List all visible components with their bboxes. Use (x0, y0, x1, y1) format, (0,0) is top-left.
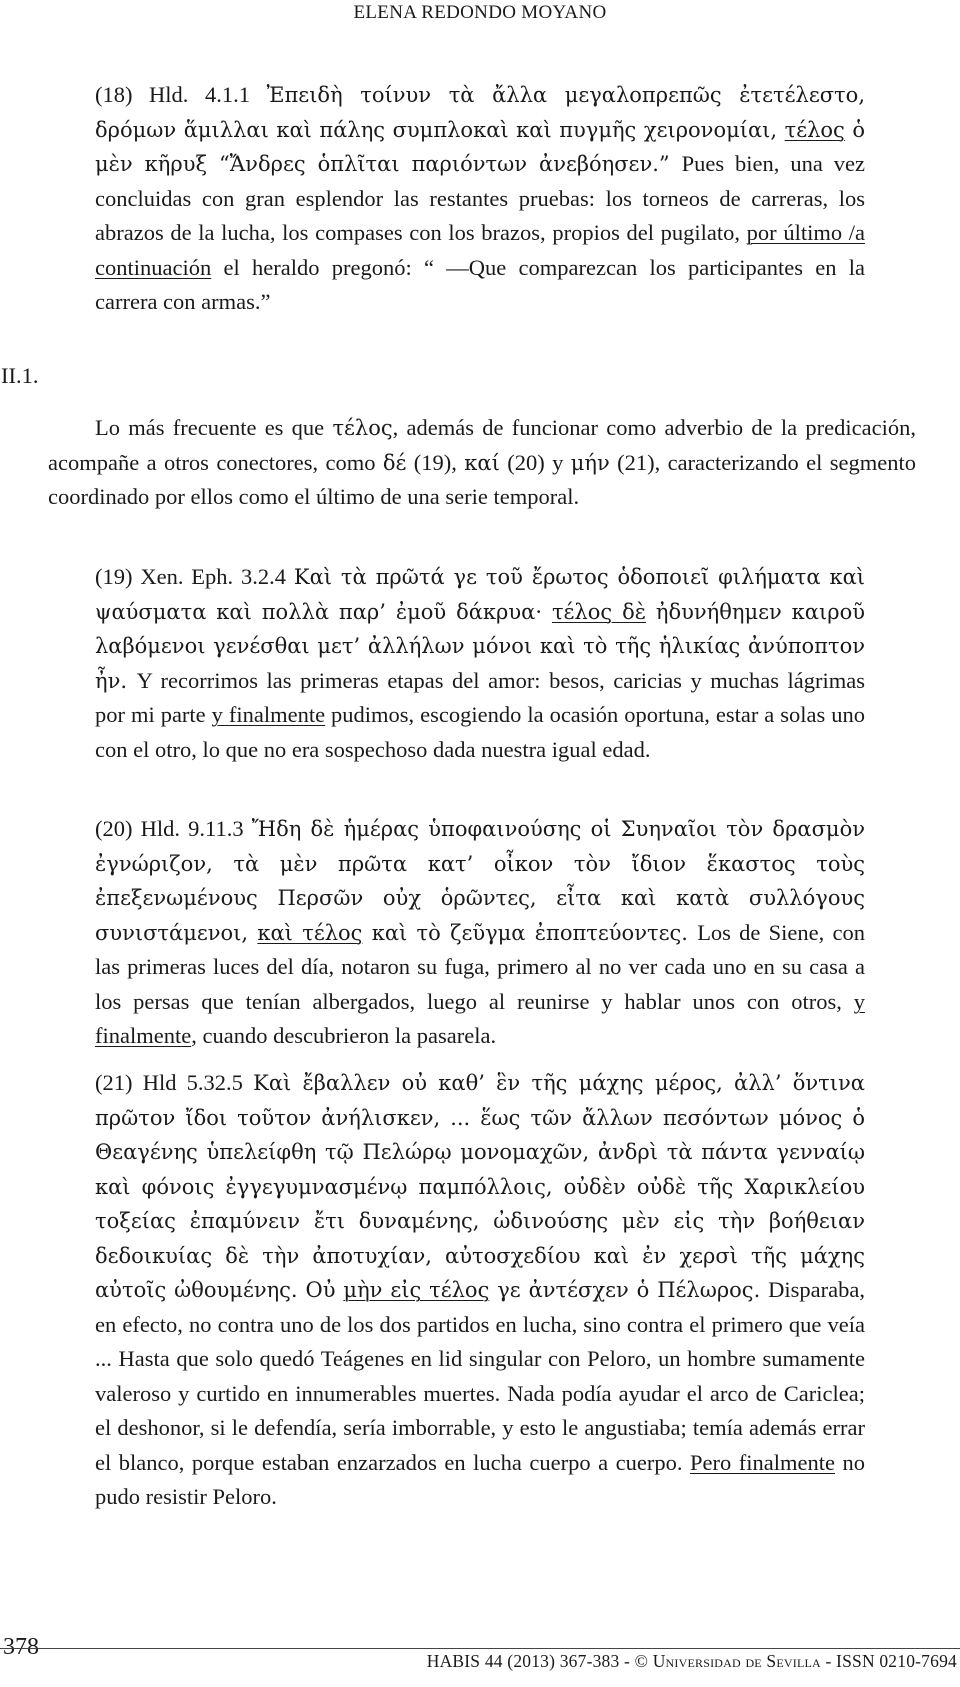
example-18 (95, 78, 865, 320)
body-text: (19), (406, 449, 465, 475)
body-text: (21), caracterizando el segmento coordinado por ellos como el último de una serie temporal. (48, 449, 916, 509)
greek-text: ὁ μὲν κῆρυξ “Ἄνδρες ὁπλῖται παριόντων ἀνεβόησεν.” (95, 117, 865, 176)
section-number: II.1. (1, 363, 39, 388)
greek-text: Καὶ ἔβαλλεν οὐ καθ’ ἓν τῆς μάχης μέρος, ἀλλ’ ὅντινα πρῶτον ἴδοι τοῦτον ἀνήλισκεν, ... ἕως τῶν ἄλλων πεσόντων μόνος ὁ Θεαγένης ὑπελείφθη τῷ Πελώρῳ μονομαχῶν, ἀνδρὶ τὰ πάντα γενναίῳ καὶ φόνοις ἐγγεγυμνασμένῳ παμπόλλοις, οὐδὲν οὐδὲ τῆς Χαρικλείου τοξείας ἐπαμύνειν ἔτι δυναμένης, ὠδινούσης μὲν εἰς τὴν βοήθειαν δεδοικυίας δὲ τὴν ἀποτυχίαν, αὐτοσχεδίου καὶ ἐν χερσὶ τῆς μάχης αὐτοῖς ὠθουμένης. Οὐ (95, 1071, 865, 1302)
greek-text: Ἤδη δὲ ἡμέρας ὑποφαινούσης οἱ Συηναῖοι τὸν δρασμὸν ἐγνώριζον, τὰ μὲν πρῶτα κατ’ οἶκον τὸν ἴδιον ἕκαστος τοὺς ἐπεξενωμένους Περσῶν οὐχ ὁρῶντες, εἶτα καὶ κατὰ συλλόγους συνιστάμενοι, (95, 817, 865, 945)
greek-text: ἠδυνήθημεν καιροῦ λαβόμενοι γενέσθαι μετ’ ἀλλήλων μόνοι καὶ τὸ τῆς ἡλικίας ἀνύποπτον ἦν. (95, 599, 865, 693)
translation-underlined: y finalmente (211, 702, 326, 727)
example-19 (95, 560, 865, 767)
translation: Los de Siene, con las primeras luces del día, notaron su fuga, primero al no ver cada uno en su casa a los persas que tenían albergados, luego al reunirse y hablar unos con otros, (95, 919, 865, 1014)
body-text: Lo más frecuente es que (95, 415, 333, 440)
translation-underlined: Pero finalmente (689, 1449, 835, 1475)
translation-underlined: por último /a continuación (95, 220, 865, 280)
example-label: (19) Xen. Eph. 3.2.4 (95, 564, 294, 589)
translation: , cuando descubrieron la pasarela. (191, 1023, 497, 1048)
example-label: (20) Hld. 9.11.3 (95, 816, 252, 841)
body-text: , además de funcionar como adverbio de la predicación, acompañe a otros conectores, como (48, 415, 916, 475)
example-21 (95, 1066, 865, 1515)
translation: pudimos, escogiendo la ocasión oportuna, estar a solas uno con el otro, lo que no era sospechoso dada nuestra igual edad. (95, 702, 865, 762)
greek-word: τέλος (332, 416, 393, 440)
body-paragraph (48, 411, 916, 515)
body-text: (20) y (499, 449, 571, 475)
translation: Y recorrimos las primeras etapas del amor: besos, caricias y muchas lágrimas por mi parte (95, 667, 865, 727)
running-head: ELENA REDONDO MOYANO (353, 2, 607, 23)
greek-underlined: μὴν εἰς τέλος (343, 1278, 490, 1302)
translation: no pudo resistir Peloro. (95, 1449, 865, 1509)
greek-underlined: τέλος δὲ (551, 599, 646, 624)
greek-word: δέ (382, 450, 407, 475)
greek-text: καὶ τὸ ζεῦγμα ἐποπτεύοντες. (362, 920, 698, 945)
example-label: (21) Hld 5.32.5 (95, 1070, 254, 1095)
example-20 (95, 812, 865, 1054)
example-label: (18) Hld. 4.1.1 (95, 82, 267, 107)
greek-underlined: καὶ τέλος (257, 920, 363, 945)
greek-word: μήν (570, 450, 610, 475)
translation: el heraldo pregonó: “ —Que comparezcan los participantes en la carrera con armas.” (95, 254, 865, 314)
footer-rule (0, 1648, 960, 1649)
translation: Disparaba, en efecto, no contra uno de los dos partidos en lucha, sino contra el primero que veía ... Hasta que solo quedó Teágenes en lid singular con Peloro, un hombre sumamente valeroso y curtido en innumerables muertes. Nada podía ayudar el arco de Cariclea; el deshonor, si le defendía, sería imborrable, y esto le angustiaba; temía además errar el blanco, porque estaban enzarzados en lucha cuerpo a cuerpo. (95, 1277, 866, 1475)
greek-text: γε ἀντέσχεν ὁ Πέλωρος. (489, 1278, 769, 1302)
page-number: 378 (3, 1634, 39, 1660)
greek-word: καί (464, 450, 500, 475)
issn: - ISSN 0210-7694 (820, 1651, 957, 1671)
greek-underlined: τέλος (784, 117, 845, 142)
translation-underlined: y finalmente (95, 988, 865, 1048)
greek-text: Καὶ τὰ πρῶτά γε τοῦ ἔρωτος ὁδοποιεῖ φιλήματα καὶ ψαύσματα καὶ πολλὰ παρ’ ἐμοῦ δάκρυα· (95, 565, 865, 624)
journal-citation: HABIS 44 (2013) 367-383 - © (426, 1651, 653, 1671)
greek-text: Ἐπειδὴ τοίνυν τὰ ἄλλα μεγαλοπρεπῶς ἐτετέλεστο, δρόμων ἅμιλλαι καὶ πάλης συμπλοκαὶ καὶ πυγμῆς χειρονομίαι, (95, 83, 865, 142)
journal-footer (427, 1651, 957, 1672)
translation: Pues bien, una vez concluidas con gran esplendor las restantes pruebas: los torneos de carreras, los abrazos de la lucha, los compases con los brazos, propios del pugilato, (95, 151, 865, 245)
publisher-name: Universidad de Sevilla (652, 1651, 821, 1671)
